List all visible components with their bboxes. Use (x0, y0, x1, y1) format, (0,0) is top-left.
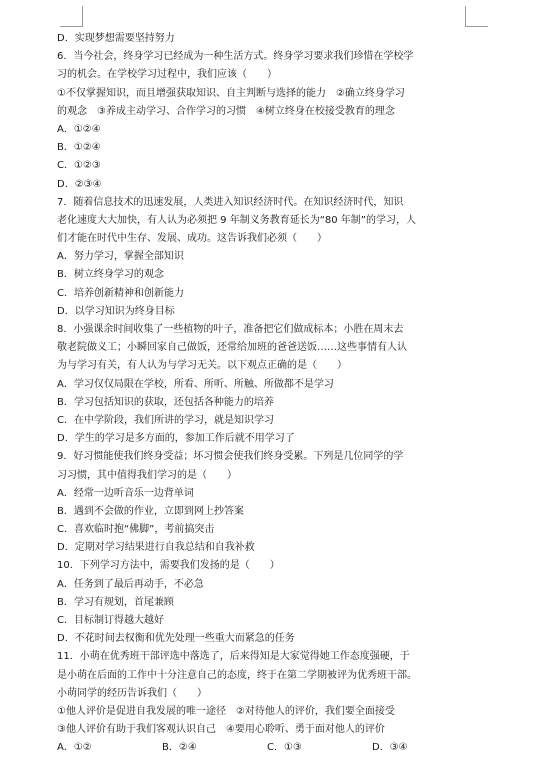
text-line: A．经常一边听音乐一边背单词 (57, 487, 194, 499)
answer-options-row (57, 739, 477, 757)
crop-mark-right-vertical (465, 6, 466, 27)
text-line: B．树立终身学习的观念 (57, 269, 164, 281)
question-text (57, 30, 477, 758)
text-line: B．遇到不会做的作业，立即到网上抄答案 (57, 505, 244, 517)
text-line: 习的机会。在学校学习过程中，我们应该（ ） (57, 69, 277, 81)
answer-option: C．①③ (267, 742, 302, 754)
answer-option: A．①② (57, 742, 92, 754)
text-line: 的观念 ③养成主动学习、合作学习的习惯 ④树立终身在校接受教育的理念 (57, 105, 395, 117)
text-line: A．学习仅仅局限在学校，所看、所听、所触、所做都不是学习 (57, 378, 334, 390)
text-line: A．①②④ (57, 123, 101, 135)
text-line: C．在中学阶段，我们所讲的学习，就是知识学习 (57, 414, 274, 426)
text-line: A．努力学习，掌握全部知识 (57, 251, 184, 263)
text-line: 7．随着信息技术的迅速发展，人类进入知识经济时代。在知识经济时代，知识 (57, 196, 404, 208)
text-line: 老化速度大大加快，有人认为必须把 9 年制义务教育延长为“80 年制”的学习，人 (57, 214, 416, 226)
text-line: ①他人评价是促进自我发展的唯一途径 ②对待他人的评价，我们要全面接受 (57, 705, 395, 717)
text-line: D．以学习知识为终身目标 (57, 305, 175, 317)
answer-option: B．②④ (162, 742, 197, 754)
text-line: ①不仅掌握知识，而且增强获取知识、自主判断与选择的能力 ②确立终身学习 (57, 87, 405, 99)
text-line: C．喜欢临时抱“佛脚”，考前搞突击 (57, 524, 215, 536)
text-line: D．实现梦想需要坚持努力 (57, 33, 175, 44)
text-line: B．①②④ (57, 142, 101, 154)
crop-mark-left-horizontal (60, 26, 83, 27)
answer-option: D．③④ (372, 742, 408, 754)
crop-mark-right-horizontal (465, 26, 488, 27)
text-line: B．学习有规划，首尾兼顾 (57, 596, 174, 608)
text-line: 9．好习惯能使我们终身受益；坏习惯会使我们终身受累。下列是几位同学的学 (57, 451, 404, 463)
text-line: 10．下列学习方法中，需要我们发扬的是（ ） (57, 560, 280, 572)
text-line: C．目标制订得越大越好 (57, 615, 164, 626)
text-line: D．学生的学习是多方面的，参加工作后就不用学习了 (57, 433, 295, 445)
text-line: B．学习包括知识的获取，还包括各种能力的培养 (57, 396, 274, 408)
text-line: 8．小强课余时间收集了一些植物的叶子，准备把它们做成标本；小胜在周末去 (57, 324, 404, 335)
text-line: ③他人评价有助于我们客观认识自己 ④要用心聆听、勇于面对他人的评价 (57, 724, 385, 736)
text-line: A．任务到了最后再动手，不必急 (57, 578, 204, 590)
text-line: 6．当今社会，终身学习已经成为一种生活方式。终身学习要求我们珍惜在学校学 (57, 51, 414, 63)
text-line: 小萌同学的经历告诉我们（ ） (57, 687, 207, 699)
text-line: 是小萌在后面的工作中十分注意自己的态度，终于在第二学期被评为优秀班干部。 (57, 669, 417, 681)
text-line: 们才能在时代中生存、发展、成功。这告诉我们必须（ ） (57, 233, 327, 245)
text-line: D．定期对学习结果进行自我总结和自我补救 (57, 542, 255, 554)
text-line: 敬老院做义工；小瞬回家自己做饭，还常给加班的爸爸送饭……这些事情有人认 (57, 342, 407, 354)
text-line: D．②③④ (57, 178, 102, 190)
text-line: C．培养创新精神和创新能力 (57, 287, 184, 299)
text-line: C．①②③ (57, 160, 101, 172)
text-line: 为与学习有关，有人认为与学习无关。以下观点正确的是（ ） (57, 360, 347, 372)
text-line: D．不花时间去权衡和优先处理一些重大而紧急的任务 (57, 633, 295, 645)
text-line: 习习惯，其中值得我们学习的是（ ） (57, 469, 237, 481)
crop-mark-left-vertical (82, 6, 83, 27)
text-line: 11．小萌在优秀班干部评选中落选了，后来得知是大家觉得她工作态度强硬，于 (57, 651, 410, 663)
